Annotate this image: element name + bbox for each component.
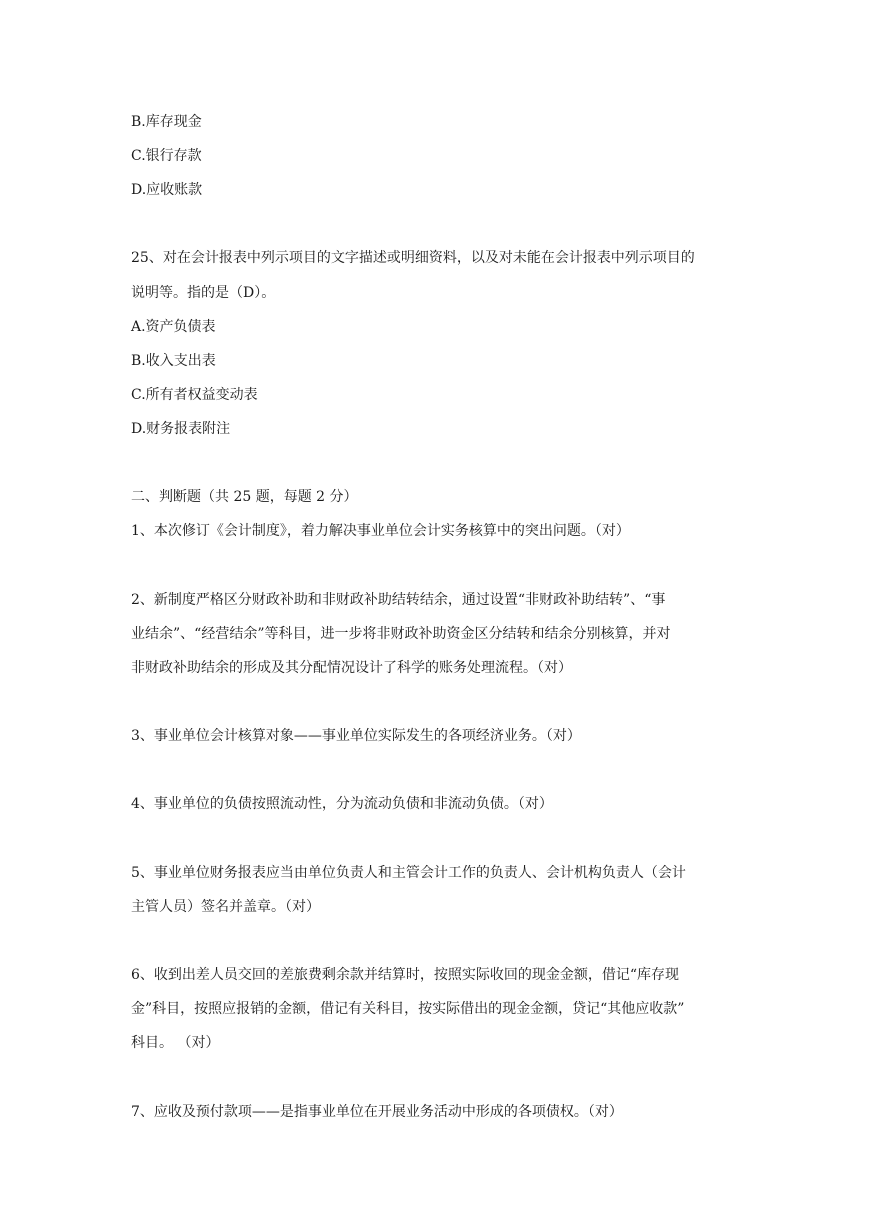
judgment-item-5-line-1: 5、事业单位财务报表应当由单位负责人和主管会计工作的负责人、会计机构负责人（会计 [131, 865, 686, 881]
question-25-option-b: B.收入支出表 [131, 353, 216, 369]
judgment-item-5-line-2: 主管人员）签名并盖章。（对） [131, 899, 320, 915]
judgment-item-6-line-3: 科目。 （对） [131, 1035, 220, 1051]
option-b-cash: B.库存现金 [131, 114, 202, 130]
option-c-bank-deposit: C.银行存款 [131, 148, 202, 164]
judgment-item-2-line-3: 非财政补助结余的形成及其分配情况设计了科学的账务处理流程。（对） [131, 660, 572, 676]
judgment-item-2-line-2: 业结余”、“经营结余”等科目，进一步将非财政补助资金区分结转和结余分别核算，并对 [131, 626, 671, 642]
question-25-option-d: D.财务报表附注 [131, 421, 231, 437]
judgment-item-1-line-1: 1、本次修订《会计制度》，着力解决事业单位会计实务核算中的突出问题。（对） [131, 523, 630, 539]
question-25-stem-line-2: 说明等。指的是（D）。 [131, 285, 276, 301]
judgment-item-7-line-1: 7、应收及预付款项——是指事业单位在开展业务活动中形成的各项债权。（对） [131, 1104, 623, 1120]
section-heading: 二、判断题（共 25 题，每题 2 分） [131, 489, 358, 505]
judgment-item-6-line-1: 6、收到出差人员交回的差旅费剩余款并结算时，按照实际收回的现金金额，借记“库存现 [131, 967, 680, 983]
question-25-stem-line-1: 25、对在会计报表中列示项目的文字描述或明细资料，以及对未能在会计报表中列示项目的 [131, 250, 695, 266]
judgment-item-6-line-2: 金”科目，按照应报销的金额，借记有关科目，按实际借出的现金金额，贷记“其他应收款” [131, 1001, 685, 1017]
question-25-option-a: A.资产负债表 [131, 319, 216, 335]
judgment-item-4-line-1: 4、事业单位的负债按照流动性，分为流动负债和非流动负债。（对） [131, 796, 553, 812]
judgment-item-2-line-1: 2、新制度严格区分财政补助和非财政补助结转结余，通过设置“非财政补助结转”、“事 [131, 592, 666, 608]
option-d-receivables: D.应收账款 [131, 182, 203, 198]
question-25-option-c: C.所有者权益变动表 [131, 387, 258, 403]
judgment-item-3-line-1: 3、事业单位会计核算对象——事业单位实际发生的各项经济业务。（对） [131, 728, 581, 744]
